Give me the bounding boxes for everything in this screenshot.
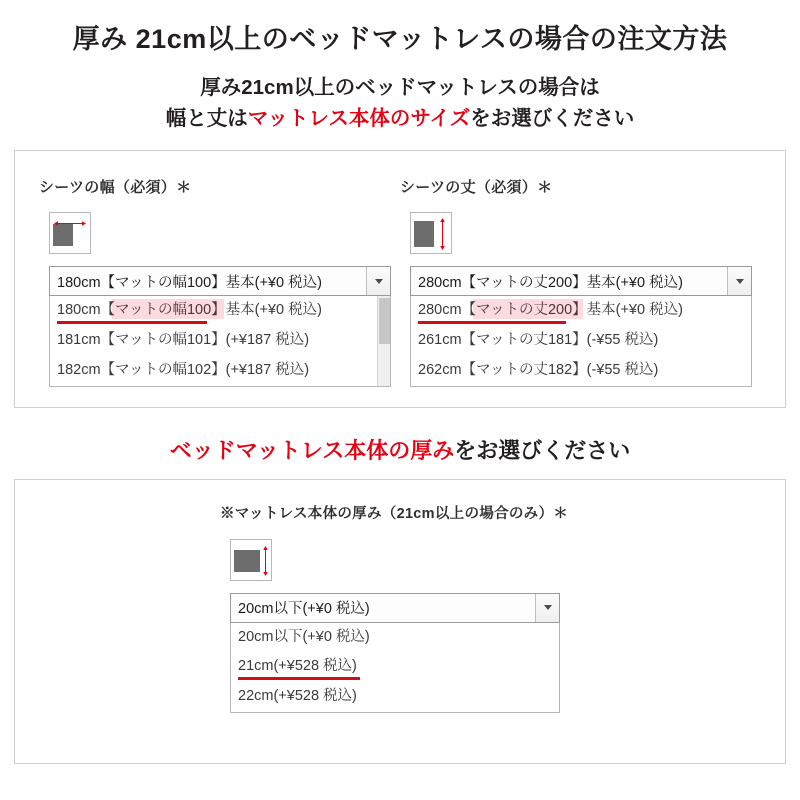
- list-item-label: 262cm【マットの丈182】(-¥55 税込): [418, 361, 659, 378]
- sheet-width-label: シーツの幅（必須）＊: [39, 179, 192, 197]
- mattress-width-icon: [49, 212, 91, 254]
- list-item[interactable]: [411, 296, 751, 326]
- sheet-width-dropdown[interactable]: [49, 296, 391, 386]
- list-item[interactable]: [231, 623, 559, 653]
- mattress-thickness-dropdown[interactable]: [230, 623, 560, 713]
- length-arrow-icon: [439, 218, 446, 250]
- mattress-thickness-icon: [230, 539, 272, 581]
- chevron-down-icon[interactable]: [727, 267, 751, 295]
- list-item-label: 180cm【マットの幅100】基本(+¥0 税込): [57, 302, 322, 319]
- list-item-label: 20cm以下(+¥0 税込): [238, 628, 370, 645]
- sheet-length-field: [400, 177, 761, 386]
- width-arrow-icon: [54, 220, 86, 227]
- subtitle-line-1: 厚み21cm以上のベッドマットレスの場合は: [200, 76, 600, 99]
- sheet-length-selected-value: 280cm【マットの丈200】基本(+¥0 税込): [418, 274, 683, 291]
- list-item-label: 181cm【マットの幅101】(+¥187 税込): [57, 332, 310, 349]
- subtitle-block: [0, 72, 800, 134]
- list-item-label: 261cm【マットの丈181】(-¥55 税込): [418, 332, 659, 349]
- thickness-heading-highlight: ベッドマットレス本体の厚み: [169, 438, 455, 464]
- sheet-width-select[interactable]: [49, 266, 391, 296]
- list-item-label: 21cm(+¥528 税込): [238, 658, 357, 675]
- list-item[interactable]: [411, 356, 751, 386]
- list-item-label: 182cm【マットの幅102】(+¥187 税込): [57, 361, 310, 378]
- sheet-length-dropdown[interactable]: [410, 296, 752, 386]
- sheet-length-label: シーツの丈（必須）＊: [400, 179, 553, 197]
- list-item[interactable]: [231, 682, 559, 712]
- sheet-width-field: [39, 177, 400, 386]
- mattress-thickness-label: ※マットレス本体の厚み（21cm以上の場合のみ）＊: [220, 506, 569, 523]
- sheet-length-select[interactable]: [410, 266, 752, 296]
- list-item[interactable]: [50, 356, 390, 386]
- subtitle-line-2: [0, 103, 800, 134]
- list-item[interactable]: [50, 326, 390, 356]
- mattress-length-icon: [410, 212, 452, 254]
- size-columns: [15, 151, 785, 386]
- list-item[interactable]: [231, 652, 559, 682]
- list-item[interactable]: [50, 296, 390, 326]
- subtitle-line-2-highlight: マットレス本体のサイズ: [247, 107, 471, 131]
- thickness-heading-rest: をお選びください: [454, 438, 631, 464]
- page-title: 厚み 21cm以上のベッドマットレスの場合の注文方法: [72, 24, 728, 54]
- mattress-thickness-field: [220, 480, 580, 713]
- mattress-thickness-selected-value: 20cm以下(+¥0 税込): [238, 601, 370, 618]
- list-item-label: 22cm(+¥528 税込): [238, 688, 357, 705]
- subtitle-line-2-suffix: をお選びください: [470, 107, 635, 131]
- sheet-width-selected-value: 180cm【マットの幅100】基本(+¥0 税込): [57, 274, 322, 291]
- chevron-down-icon[interactable]: [366, 267, 390, 295]
- thickness-arrow-icon: [262, 546, 269, 576]
- list-item[interactable]: [411, 326, 751, 356]
- list-item-label: 280cm【マットの丈200】基本(+¥0 税込): [418, 302, 683, 319]
- dropdown-scrollbar[interactable]: [377, 296, 390, 385]
- size-selection-panel: [14, 150, 786, 408]
- mattress-thickness-select[interactable]: [230, 593, 560, 623]
- subtitle-line-2-prefix: 幅と丈は: [165, 107, 248, 131]
- thickness-selection-panel: [14, 479, 786, 764]
- thickness-section-heading: [0, 434, 800, 465]
- chevron-down-icon[interactable]: [535, 594, 559, 622]
- scrollbar-thumb[interactable]: [379, 298, 390, 344]
